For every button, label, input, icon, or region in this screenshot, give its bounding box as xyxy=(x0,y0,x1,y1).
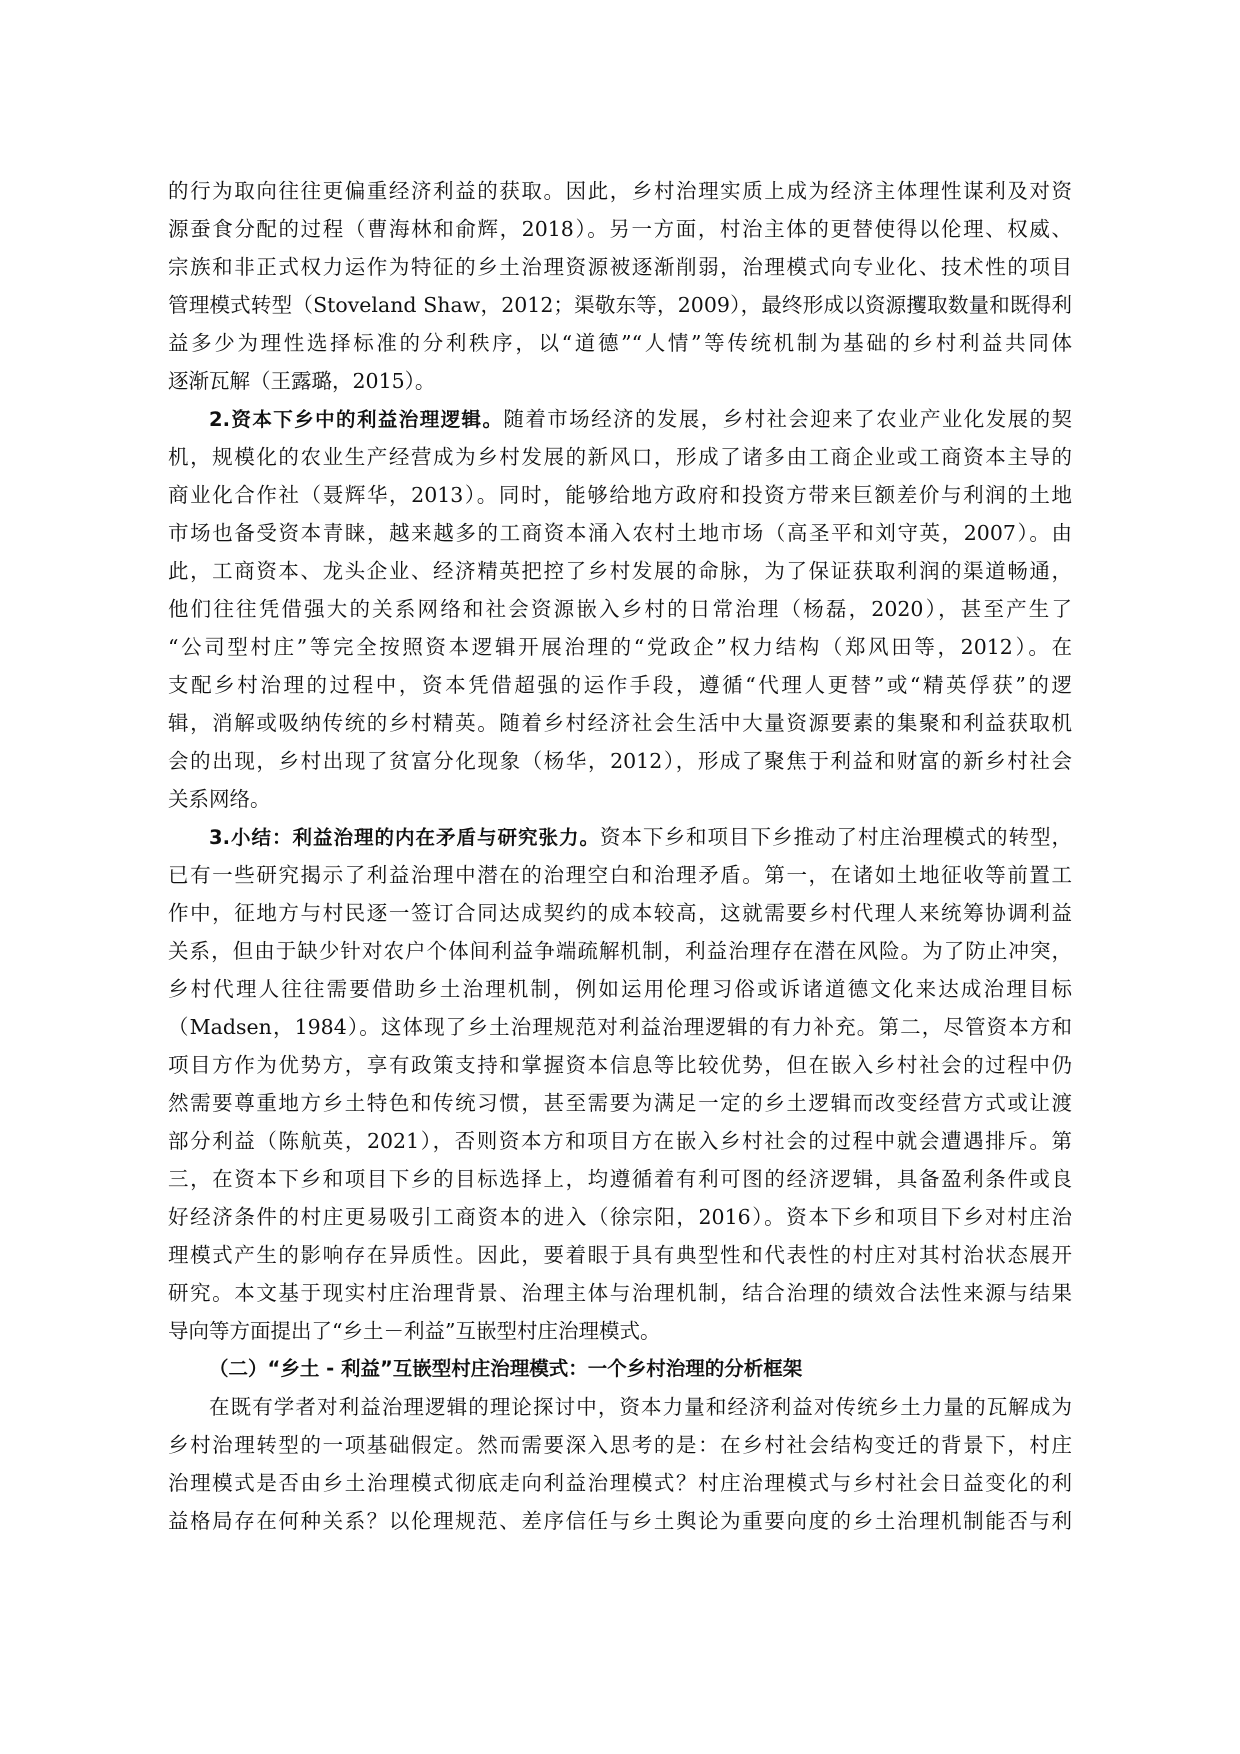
text-line: 的行为取向往往更偏重经济利益的获取。因此，乡村治理实质上成为经济主体理性谋利及对资 xyxy=(168,179,1072,203)
paragraph-4 xyxy=(168,1388,1072,1540)
text-line xyxy=(168,400,1072,438)
text-line: 三，在资本下乡和项目下乡的目标选择上，均遵循着有利可图的经济逻辑，具备盈利条件或良 xyxy=(168,1167,1072,1191)
document-body xyxy=(168,172,1072,1540)
text-line: 然需要尊重地方乡土特色和传统习惯，甚至需要为满足一定的乡土逻辑而改变经营方式或让渡 xyxy=(168,1091,1072,1115)
paragraph-heading-capital: 2.资本下乡中的利益治理逻辑。 xyxy=(209,408,504,431)
text-line: 益格局存在何种关系？以伦理规范、差序信任与乡土舆论为重要向度的乡土治理机制能否与利 xyxy=(168,1509,1072,1533)
text-line: 关系网络。 xyxy=(168,787,271,811)
paragraph-text: 资本下乡和项目下乡推动了村庄治理模式的转型， xyxy=(599,825,1072,849)
text-line: 乡村治理转型的一项基础假定。然而需要深入思考的是：在乡村社会结构变迁的背景下，村庄 xyxy=(168,1433,1072,1457)
paragraph-text: 随着市场经济的发展，乡村社会迎来了农业产业化发展的契 xyxy=(503,407,1072,431)
text-line: 机，规模化的农业生产经营成为乡村发展的新风口，形成了诸多由工商企业或工商资本主导的 xyxy=(168,445,1072,469)
text-line: 关系，但由于缺少针对农户个体间利益争端疏解机制，利益治理存在潜在风险。为了防止冲突， xyxy=(168,939,1072,963)
text-line: 好经济条件的村庄更易吸引工商资本的进入（徐宗阳，2016）。资本下乡和项目下乡对村庄治 xyxy=(168,1205,1072,1229)
text-line: 管理模式转型（Stoveland Shaw，2012；渠敬东等，2009），最终形成以资源攫取数量和既得利 xyxy=(168,293,1072,317)
text-line: “公司型村庄”等完全按照资本逻辑开展治理的“党政企”权力结构（郑风田等，2012）。在 xyxy=(168,635,1072,659)
text-line: 此，工商资本、龙头企业、经济精英把控了乡村发展的命脉，为了保证获取利润的渠道畅通， xyxy=(168,559,1072,583)
paragraph-2 xyxy=(168,400,1072,818)
text-line: 源蚕食分配的过程（曹海林和俞辉，2018）。另一方面，村治主体的更替使得以伦理、权威、 xyxy=(168,217,1072,241)
text-line: 他们往往凭借强大的关系网络和社会资源嵌入乡村的日常治理（杨磊，2020），甚至产生了 xyxy=(168,597,1072,621)
text-line: 部分利益（陈航英，2021），否则资本方和项目方在嵌入乡村社会的过程中就会遭遇排斥。第 xyxy=(168,1129,1072,1153)
section-heading: （二）“乡土 - 利益”互嵌型村庄治理模式：一个乡村治理的分析框架 xyxy=(209,1357,803,1380)
text-line: 市场也备受资本青睐，越来越多的工商资本涌入农村土地市场（高圣平和刘守英，2007）。由 xyxy=(168,521,1072,545)
text-line: 会的出现，乡村出现了贫富分化现象（杨华，2012），形成了聚焦于利益和财富的新乡村社会 xyxy=(168,749,1072,773)
text-line: 益多少为理性选择标准的分利秩序，以“道德”“人情”等传统机制为基础的乡村利益共同体 xyxy=(168,331,1072,355)
paragraph-heading-summary: 3.小结：利益治理的内在矛盾与研究张力。 xyxy=(209,826,600,849)
text-line: 已有一些研究揭示了利益治理中潜在的治理空白和治理矛盾。第一，在诸如土地征收等前置工 xyxy=(168,863,1072,887)
text-line: 治理模式是否由乡土治理模式彻底走向利益治理模式？村庄治理模式与乡村社会日益变化的利 xyxy=(168,1471,1072,1495)
text-line: 研究。本文基于现实村庄治理背景、治理主体与治理机制，结合治理的绩效合法性来源与结果 xyxy=(168,1281,1072,1305)
paragraph-3 xyxy=(168,818,1072,1350)
text-line: 商业化合作社（聂辉华，2013）。同时，能够给地方政府和投资方带来巨额差价与利润的土地 xyxy=(168,483,1072,507)
text-line xyxy=(168,818,1072,856)
text-line: 作中，征地方与村民逐一签订合同达成契约的成本较高，这就需要乡村代理人来统筹协调利益 xyxy=(168,901,1072,925)
text-line: 乡村代理人往往需要借助乡土治理机制，例如运用伦理习俗或诉诸道德文化来达成治理目标 xyxy=(168,977,1072,1001)
text-line: （Madsen，1984）。这体现了乡土治理规范对利益治理逻辑的有力补充。第二，尽管资本方和 xyxy=(168,1015,1072,1039)
text-line: 支配乡村治理的过程中，资本凭借超强的运作手段，遵循“代理人更替”或“精英俘获”的逻 xyxy=(168,673,1072,697)
paragraph-1 xyxy=(168,172,1072,400)
text-line: 导向等方面提出了“乡土－利益”互嵌型村庄治理模式。 xyxy=(168,1319,661,1343)
text-line: 辑，消解或吸纳传统的乡村精英。随着乡村经济社会生活中大量资源要素的集聚和利益获取机 xyxy=(168,711,1072,735)
text-line: 逐渐瓦解（王露璐，2015）。 xyxy=(168,369,436,393)
text-line: 在既有学者对利益治理逻辑的理论探讨中，资本力量和经济利益对传统乡土力量的瓦解成为 xyxy=(209,1395,1072,1419)
text-line: 宗族和非正式权力运作为特征的乡土治理资源被逐渐削弱，治理模式向专业化、技术性的项目 xyxy=(168,255,1072,279)
text-line: 项目方作为优势方，享有政策支持和掌握资本信息等比较优势，但在嵌入乡村社会的过程中仍 xyxy=(168,1053,1072,1077)
text-line: 理模式产生的影响存在异质性。因此，要着眼于具有典型性和代表性的村庄对其村治状态展开 xyxy=(168,1243,1072,1267)
